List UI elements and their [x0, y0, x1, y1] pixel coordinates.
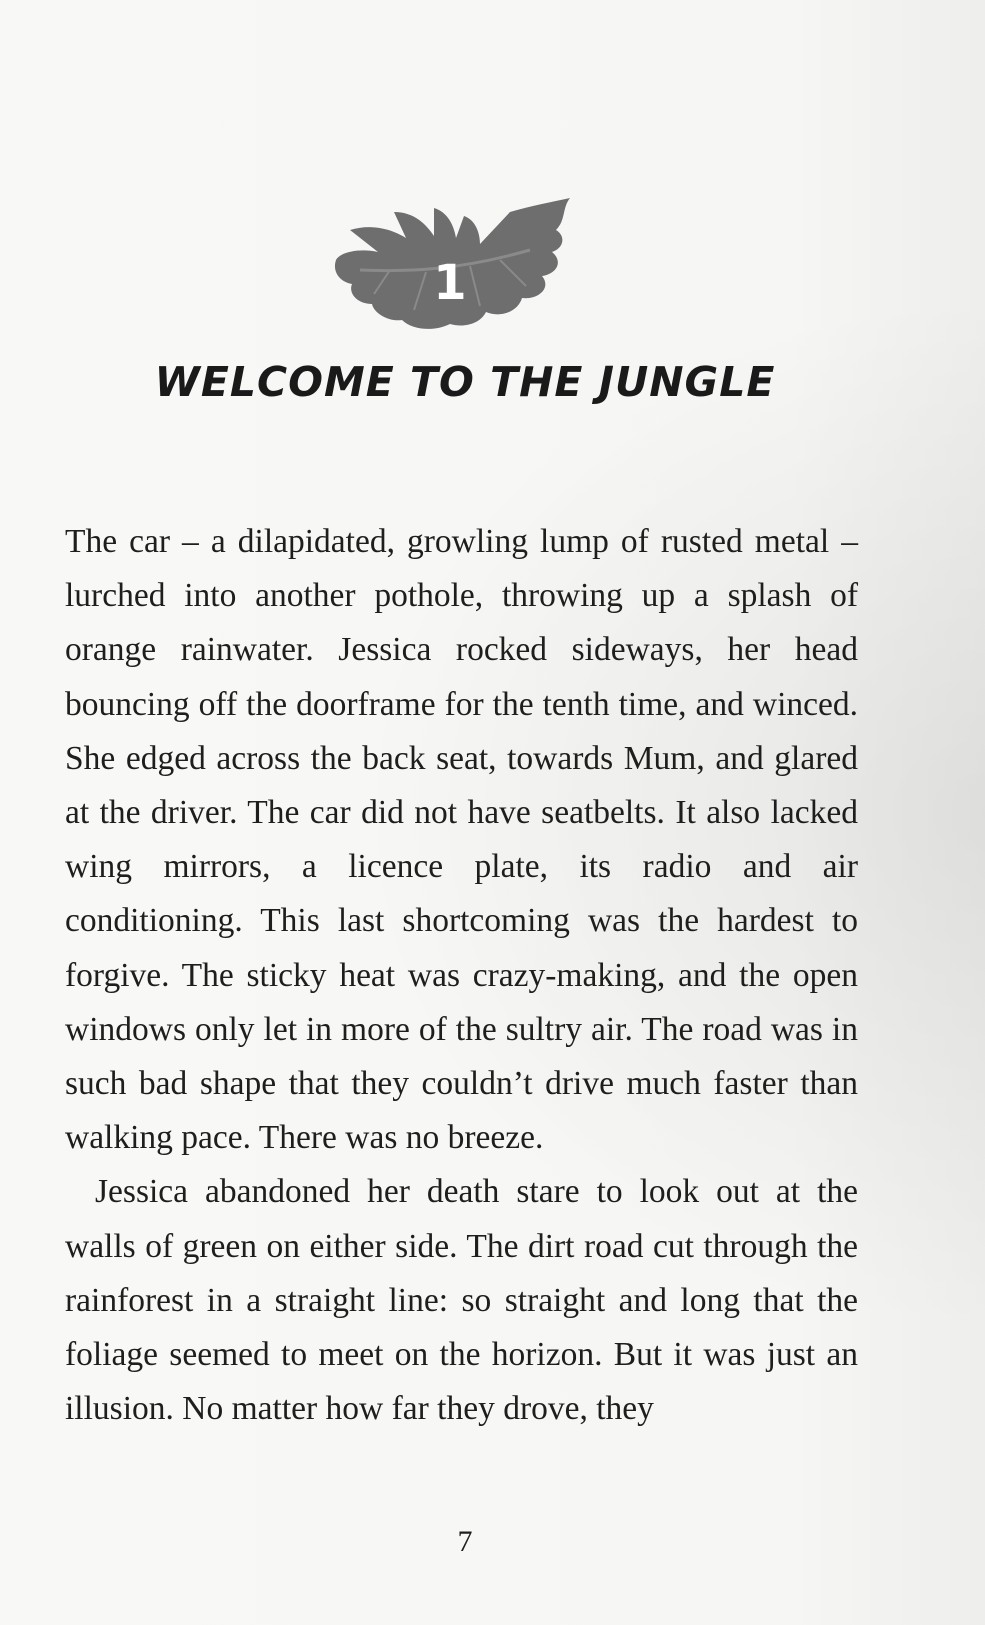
- paragraph: The car – a dilapidated, growling lump of rusted metal – lurched into another pothole, throwing up a splash of orange rainwater. Jessica rocked sideways, her head bouncing off the doorframe for the tenth time, and winced. She edged across the back seat, towards Mum, and glared at the driver. The car did not have seatbelts. It also lacked wing mirrors, a licence plate, its radio and air conditioning. This last shortcoming was the hardest to forgive. The sticky heat was crazy-making, and the open windows only let in more of the sultry air. The road was in such bad shape that they couldn’t drive much faster than walking pace. There was no breeze.: [65, 523, 858, 1157]
- chapter-body: [65, 515, 858, 1436]
- chapter-title: WELCOME TO THE JUNGLE: [154, 358, 776, 406]
- chapter-number: 1: [433, 255, 467, 311]
- paragraph: Jessica abandoned her death stare to look out at the walls of green on either side. The dirt road cut through the rainforest in a straight line: so straight and long that the foliage seemed to meet on the horizon. But it was just an illusion. No matter how far they drove, they: [65, 1173, 858, 1428]
- page-number: 7: [457, 1525, 473, 1558]
